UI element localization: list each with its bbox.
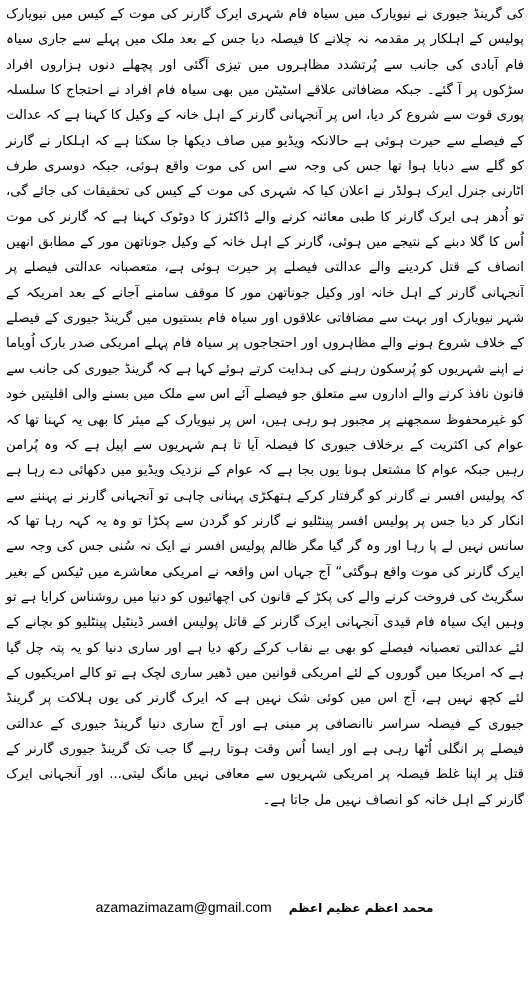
article-paragraph: کی گرینڈ جیوری نے نیویارک میں سیاہ فام شہری ایرک گارنر کی موت کے کیس میں نیویارک پولیس کے اہلکار پر مقدمہ نہ چلانے کا فیصلہ دیا جس کے بعد ملک میں پہلے سے جاری سیاہ فام آبادی کی جانب سے پُرتشدد مظاہروں میں تیزی آگئی اور پچھلے دنوں ہزاروں افراد سڑکوں پر آ گئے۔ جبکہ مضافاتی علاقے اسٹیٹن میں بھی سیاہ فام افراد نے احتجاج کا سلسلہ پوری قوت سے شروع کر دیا، اس پر آنجہانی گارنر کے اہل خانہ کے وکیل کا کہنا ہے کہ عدالت کے فیصلے سے حیرت ہوئی ہے حالانکہ ویڈیو میں صاف دیکھا جا سکتا ہے کہ اہلکار نے گارنر کو گلے سے دبایا ہوا تھا جس کی وجہ سے اس کی موت واقع ہوئی، جبکہ دوسری طرف اٹارنی جنرل ایرک ہولڈر نے اعلان کیا کہ شہری کی موت کے کیس کی تحقیقات کی جائے گی، تو اُدھر ہی ایرک گارنر کا طبی معائنہ کرنے والے ڈاکٹرز کا دوٹوک کہنا ہے کہ گارنر کی موت اُس کا گلا دبنے کے نتیجے میں ہوئی، گارنر کے اہل خانہ کے وکیل جوناتھن مور کے مطابق انھیں انصاف کے قتل کردینے والے عدالتی فیصلے پر حیرت ہوئی ہے، متعصبانہ عدالتی فیصلے پر آنجہانی گارنر کے اہل خانہ اور وکیل جوناتھن مور کا موقف سامنے آجانے کے بعد امریکہ کے شہر نیویارک اور بہت سے مضافاتی علاقوں اور سیاہ فام بستیوں میں گرینڈ جیوری کے فیصلے کے خلاف شروع ہونے والے مظاہروں اور احتجاجوں پر سیاہ فام پہلے امریکی صدر بارک اُوباما نے اپنے شہریوں کو پُرسکون رہنے کی ہدایت کرتے ہوئے کہا ہے کہ گرینڈ جیوری کی جانب سے قانون نافذ کرنے والے اداروں سے متعلق جو فیصلے آئے اس سے ملک میں بسنے والی اقلیتیں خود کو غیرمحفوظ سمجھنے پر مجبور ہو رہی ہیں، اس پر نیویارک کے میئر کا بھی یہ کہنا تھا کہ عوام کی اکثریت کے برخلاف جیوری کا فیصلہ آیا تا ہم شہریوں سے اپیل ہے کہ وہ پُرامن رہیں جبکہ عوام کا مشتعل ہونا یوں بجا ہے کہ عوام کے نزدیک ویڈیو میں دکھائی دے رہا ہے کہ پولیس افسر نے گارنر کو گرفتار کرکے ہتھکڑی پہنانی چاہی تو آنجہانی گارنر نے پہننے سے انکار کر دیا جس پر پولیس افسر پینٹلیو نے گارنر کو گردن سے پکڑا تو وہ یہ کہہ رہا تھا کہ سانس نہیں لے پا رہا اور وہ گر گیا مگر ظالم پولیس افسر نے ایک نہ سُنی جس کی وجہ سے ایرک گارنر کی موت واقع ہوگئی“ آج جہاں اس واقعہ نے امریکی معاشرے میں ٹیکس کے بغیر سگریٹ کی فروخت کرنے والے کی پکڑ کے قانون کی اچھائیوں کو دنیا میں روشناس کرایا ہے تو وہیں ایک سیاہ فام قیدی آنجہانی ایرک گارنر کے قاتل پولیس افسر ڈینٹیل پینٹلیو کو بچانے کے لئے عدالتی تعصبانہ فیصلے کو بھی بے نقاب کرکے رکھ دیا ہے اور ساری دنیا کو یہ پتہ چل گیا ہے کہ امریکا میں گوروں کے لئے امریکی قوانین میں ڈھیر ساری لچک ہے تو کالے امریکیوں کے لئے کچھ نہیں ہے، آج اس میں کوئی شک نہیں ہے کہ ایرک گارنر کی یوں ہلاکت پر گرینڈ جیوری کے فیصلہ سراسر ناانصافی پر مبنی ہے اور آج ساری دنیا گرینڈ جیوری کے عدالتی فیصلے پر انگلی اُٹھا رہی ہے اور ایسا اُس وقت ہوتا رہے گا جب تک گرینڈ جیوری گارنر کے قتل پر اپنا غلط فیصلہ پر امریکی شہریوں سے معافی نہیں مانگ لیتی... اور آنجہانی ایرک گارنر کے اہل خانہ کو انصاف نہیں مل جاتا ہے۔: [6, 7, 524, 808]
byline: [0, 897, 529, 916]
article-body: [6, 2, 524, 813]
author-email-link[interactable]: azamazimazam@gmail.com: [95, 899, 272, 915]
author-name: محمد اعظم عظیم اعظم: [288, 901, 434, 915]
